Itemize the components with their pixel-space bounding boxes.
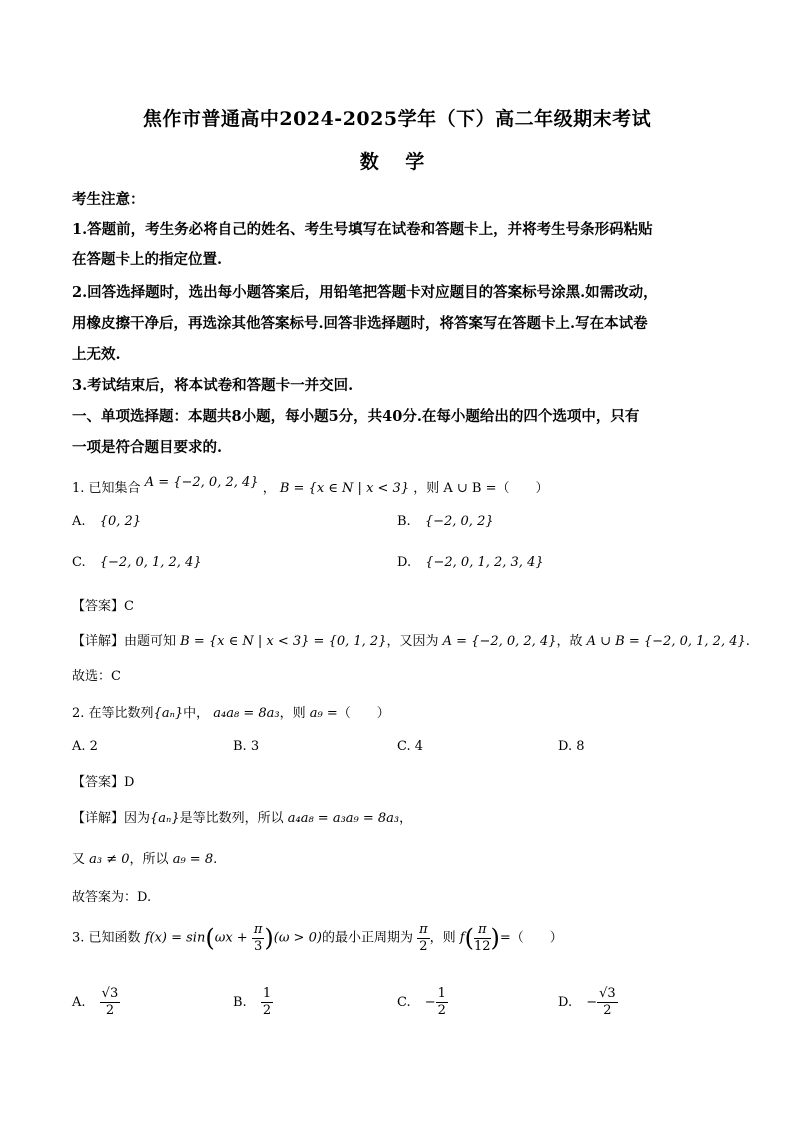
q1-detail-math-1: B = {x ∈ N | x < 3} = {0, 1, 2} [180, 634, 387, 649]
q2-target: a₉ = [309, 706, 338, 721]
q1-option-d-value: {−2, 0, 1, 2, 3, 4} [425, 555, 544, 570]
q3-f-right-paren: ) [490, 924, 500, 952]
q2-detail2-math-2: a₉ = 8 [172, 852, 214, 867]
q2-detail2-text-2: ，所以 [129, 852, 169, 867]
question-3-stem [72, 920, 563, 957]
section-heading-line-1: 一、单项选择题：本题共8小题，每小题5分，共40分.在每小题给出的四个选项中，只有 [72, 408, 640, 425]
q3-option-c-minus: − [424, 995, 436, 1010]
q3-f-symbol: f [459, 930, 465, 946]
q1-stem-end: ，则 A ∪ B =（ ） [413, 481, 549, 496]
q3-option-a-fraction [100, 986, 121, 1019]
q3-stem-then: ，则 [429, 930, 456, 946]
q3-option-c-den: 2 [437, 1003, 446, 1018]
notice-item-2-line-2: 用橡皮擦干净后，再选涂其他答案标号.回答非选择题时，将答案写在答题卡上.写在本试卷 [72, 315, 648, 332]
q1-detail-text-3: ，故 [556, 634, 583, 649]
q3-option-d-num: √3 [599, 986, 616, 1001]
q3-option-d-minus: − [586, 995, 598, 1010]
q2-detail2-end: . [213, 852, 218, 867]
q2-option-b: B. 3 [233, 739, 260, 754]
q1-detail-text-1: 由题可知 [124, 634, 177, 649]
q1-detail-label: 【详解】 [72, 634, 125, 649]
q2-stem-end: （ ） [337, 706, 390, 721]
q2-option-d: D. 8 [558, 739, 585, 754]
q3-stem-period: 的最小正周期为 [321, 930, 413, 946]
q2-answer: 【答案】D [72, 775, 135, 790]
q1-stem-start: 1. 已知集合 [72, 481, 141, 496]
q3-frac-den: 3 [253, 938, 263, 954]
q3-omega-condition: (ω > 0) [273, 930, 322, 946]
q3-frac2-den: 2 [419, 938, 428, 954]
q1-option-b-label: B. [397, 514, 411, 529]
q3-function-sin: f(x) = sin [144, 930, 206, 946]
q3-option-d-den: 2 [603, 1003, 612, 1018]
notice-item-2-line-1: 2.回答选择题时，选出每小题答案后，用铅笔把答题卡对应题目的答案标号涂黑.如需改动， [72, 284, 658, 301]
notice-item-1-line-2: 在答题卡上的指定位置. [72, 251, 223, 268]
q1-option-c-label: C. [72, 555, 86, 570]
q3-option-a [72, 985, 120, 1021]
q3-option-b [233, 985, 273, 1021]
q2-stem-start: 2. 在等比数列 [72, 706, 154, 721]
q1-detail-text-2: ，又因为 [386, 634, 439, 649]
q1-detail-end: . [745, 634, 750, 649]
q3-function-arg: ωx + [214, 930, 248, 946]
q1-option-b-value: {−2, 0, 2} [424, 514, 494, 529]
q1-detail [72, 630, 750, 649]
q1-set-b: B = {x ∈ N | x < 3} [279, 481, 410, 496]
q2-detail2-math-1: a₃ ≠ 0 [89, 852, 130, 867]
q3-fraction-pi-over-12 [474, 922, 491, 955]
q3-frac-num: π [253, 921, 263, 937]
q3-stem-start: 3. 已知函数 [72, 930, 141, 946]
q3-frac3-num: π [474, 922, 491, 939]
q2-option-c: C. 4 [397, 739, 424, 754]
question-1-stem [72, 477, 549, 496]
q1-option-d [397, 555, 544, 570]
notice-item-1-line-1: 1.答题前，考生务必将自己的姓名、考生号填写在试卷和答题卡上，并将考生号条形码粘贴 [72, 221, 653, 238]
exam-title: 焦作市普通高中2024-2025学年（下）高二年级期末考试 [142, 108, 652, 130]
q1-option-b [397, 514, 494, 529]
q2-detail-text-2: 是等比数列，所以 [179, 811, 284, 826]
q2-detail-label: 【详解】 [72, 811, 125, 826]
q3-option-c-fraction [436, 986, 448, 1019]
q2-detail-math-1: a₄a₈ = a₃a₉ = 8a₃ [287, 811, 400, 826]
q3-option-b-label: B. [233, 995, 247, 1010]
q2-sequence: {aₙ} [153, 706, 184, 721]
q3-option-c-num: 1 [437, 986, 446, 1001]
notice-item-3: 3.考试结束后，将本试卷和答题卡一并交回. [72, 377, 354, 394]
q2-detail-line-1 [72, 807, 412, 826]
q1-detail-math-3: A ∪ B = {−2, 0, 1, 2, 4} [586, 634, 746, 649]
q1-option-a-value: {0, 2} [99, 514, 142, 529]
q2-condition: a₄a₈ = 8a₃ [213, 706, 280, 721]
q2-option-a: A. 2 [72, 739, 98, 754]
q2-conclusion: 故答案为：D. [72, 890, 152, 905]
q2-stem-mid: 中， [183, 706, 210, 721]
q1-set-a: A = {−2, 0, 2, 4} [144, 475, 259, 490]
q1-option-a-label: A. [72, 514, 86, 529]
q3-option-b-fraction [261, 986, 273, 1019]
q2-stem-then: ，则 [279, 706, 306, 721]
q3-option-d-label: D. [558, 995, 573, 1010]
q3-option-c-label: C. [397, 995, 411, 1010]
q1-answer: 【答案】C [72, 599, 134, 614]
q3-option-c [397, 985, 448, 1021]
q3-fraction-pi-over-3 [252, 922, 265, 955]
q3-fraction-pi-over-2 [417, 922, 430, 955]
question-2-stem [72, 702, 390, 721]
q2-detail-line-2 [72, 848, 217, 867]
q1-option-d-label: D. [397, 555, 412, 570]
q3-option-d [558, 985, 618, 1021]
q3-f-left-paren: ( [464, 924, 474, 952]
q3-right-paren: ) [264, 924, 274, 952]
q3-frac2-num: π [419, 921, 428, 937]
q2-detail-sequence: {aₙ} [150, 811, 180, 826]
q1-option-c-value: {−2, 0, 1, 2, 4} [99, 555, 202, 570]
notice-heading: 考生注意： [72, 191, 145, 208]
q1-option-c [72, 555, 202, 570]
q2-detail-text-3: ， [399, 811, 413, 826]
section-heading-line-2: 一项是符合题目要求的. [72, 439, 223, 456]
q3-option-b-num: 1 [262, 986, 272, 1001]
q2-detail2-text-1: 又 [72, 852, 86, 867]
exam-subject: 数 学 [359, 151, 435, 173]
q2-detail-text-1: 因为 [124, 811, 151, 826]
q1-conclusion: 故选：C [72, 669, 121, 684]
q1-option-a [72, 514, 141, 529]
q1-separator: ， [262, 481, 276, 496]
q3-option-a-den: 2 [105, 1003, 115, 1018]
q3-option-a-num: √3 [101, 986, 119, 1001]
q3-option-a-label: A. [72, 995, 86, 1010]
q3-frac3-den: 12 [473, 938, 491, 954]
q1-detail-math-2: A = {−2, 0, 2, 4} [442, 634, 557, 649]
q3-left-paren: ( [205, 924, 215, 952]
notice-item-2-line-3: 上无效. [72, 346, 121, 363]
q3-option-d-fraction [597, 986, 618, 1019]
q3-option-b-den: 2 [262, 1003, 272, 1018]
q3-stem-end: =（ ） [499, 930, 563, 946]
